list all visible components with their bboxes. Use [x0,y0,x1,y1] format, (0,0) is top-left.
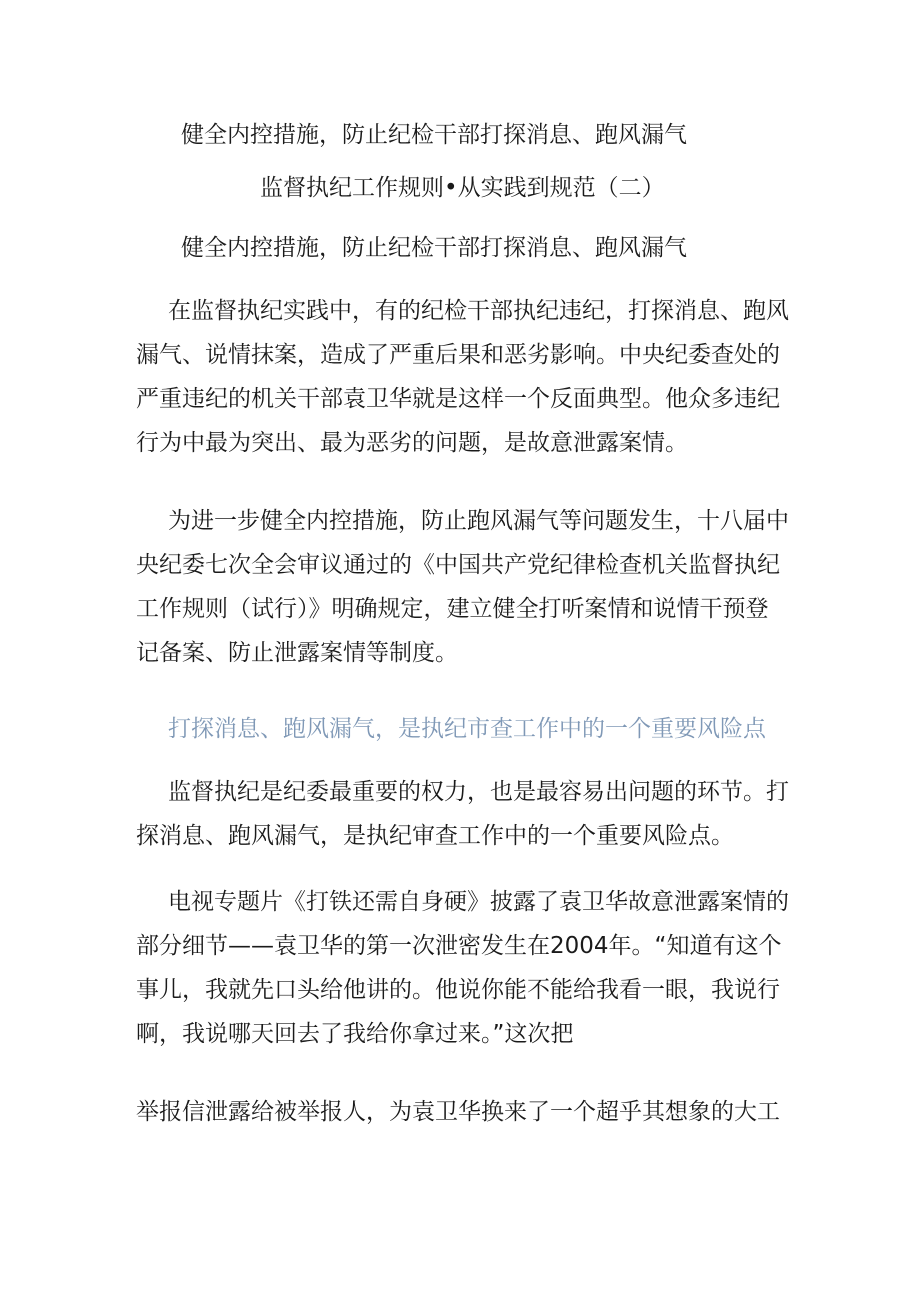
paragraph-line: 举报信泄露给被举报人，为袁卫华换来了一个超乎其想象的大工 [136,1099,780,1125]
title-line-2: 监督执纪工作规则•从实践到规范（二） [260,175,665,201]
paragraph-line: 监督执纪是纪委最重要的权力，也是最容易出问题的环节。打 [168,779,789,805]
paragraph-line: 在监督执纪实践中，有的纪检干部执纪违纪，打探消息、跑风 [168,298,789,324]
paragraph-line: 为进一步健全内控措施，防止跑风漏气等问题发生，十八届中 [168,508,789,534]
paragraph-line: 记备案、防止泄露案情等制度。 [136,640,458,666]
paragraph-line: 央纪委七次全会审议通过的《中国共产党纪律检查机关监督执纪 [136,552,780,578]
title-line-3: 健全内控措施，防止纪检干部打探消息、跑风漏气 [181,235,687,261]
paragraph-line: 电视专题片《打铁还需自身硬》披露了袁卫华故意泄露案情的 [168,889,789,915]
paragraph-line: 行为中最为突出、最为恶劣的问题，是故意泄露案情。 [136,430,688,456]
title-line-1: 健全内控措施，防止纪检干部打探消息、跑风漏气 [181,122,687,148]
paragraph-line: 啊，我说哪天回去了我给你拿过来。”这次把 [136,1021,574,1047]
paragraph-line: 探消息、跑风漏气，是执纪审查工作中的一个重要风险点。 [136,823,734,849]
section-heading: 打探消息、跑风漏气，是执纪市查工作中的一个重要风险点 [168,716,766,742]
paragraph-line: 部分细节——袁卫华的第一次泄密发生在2004年。“知道有这个 [136,933,782,959]
paragraph-line: 工作规则（试行）》明确规定，建立健全打听案情和说情干预登 [136,596,769,622]
paragraph-line: 事儿，我就先口头给他讲的。他说你能不能给我看一眼，我说行 [136,977,780,1003]
paragraph-line: 严重违纪的机关干部袁卫华就是这样一个反面典型。他众多违纪 [136,386,780,412]
paragraph-line: 漏气、说情抹案，造成了严重后果和恶劣影响。中央纪委查处的 [136,342,780,368]
